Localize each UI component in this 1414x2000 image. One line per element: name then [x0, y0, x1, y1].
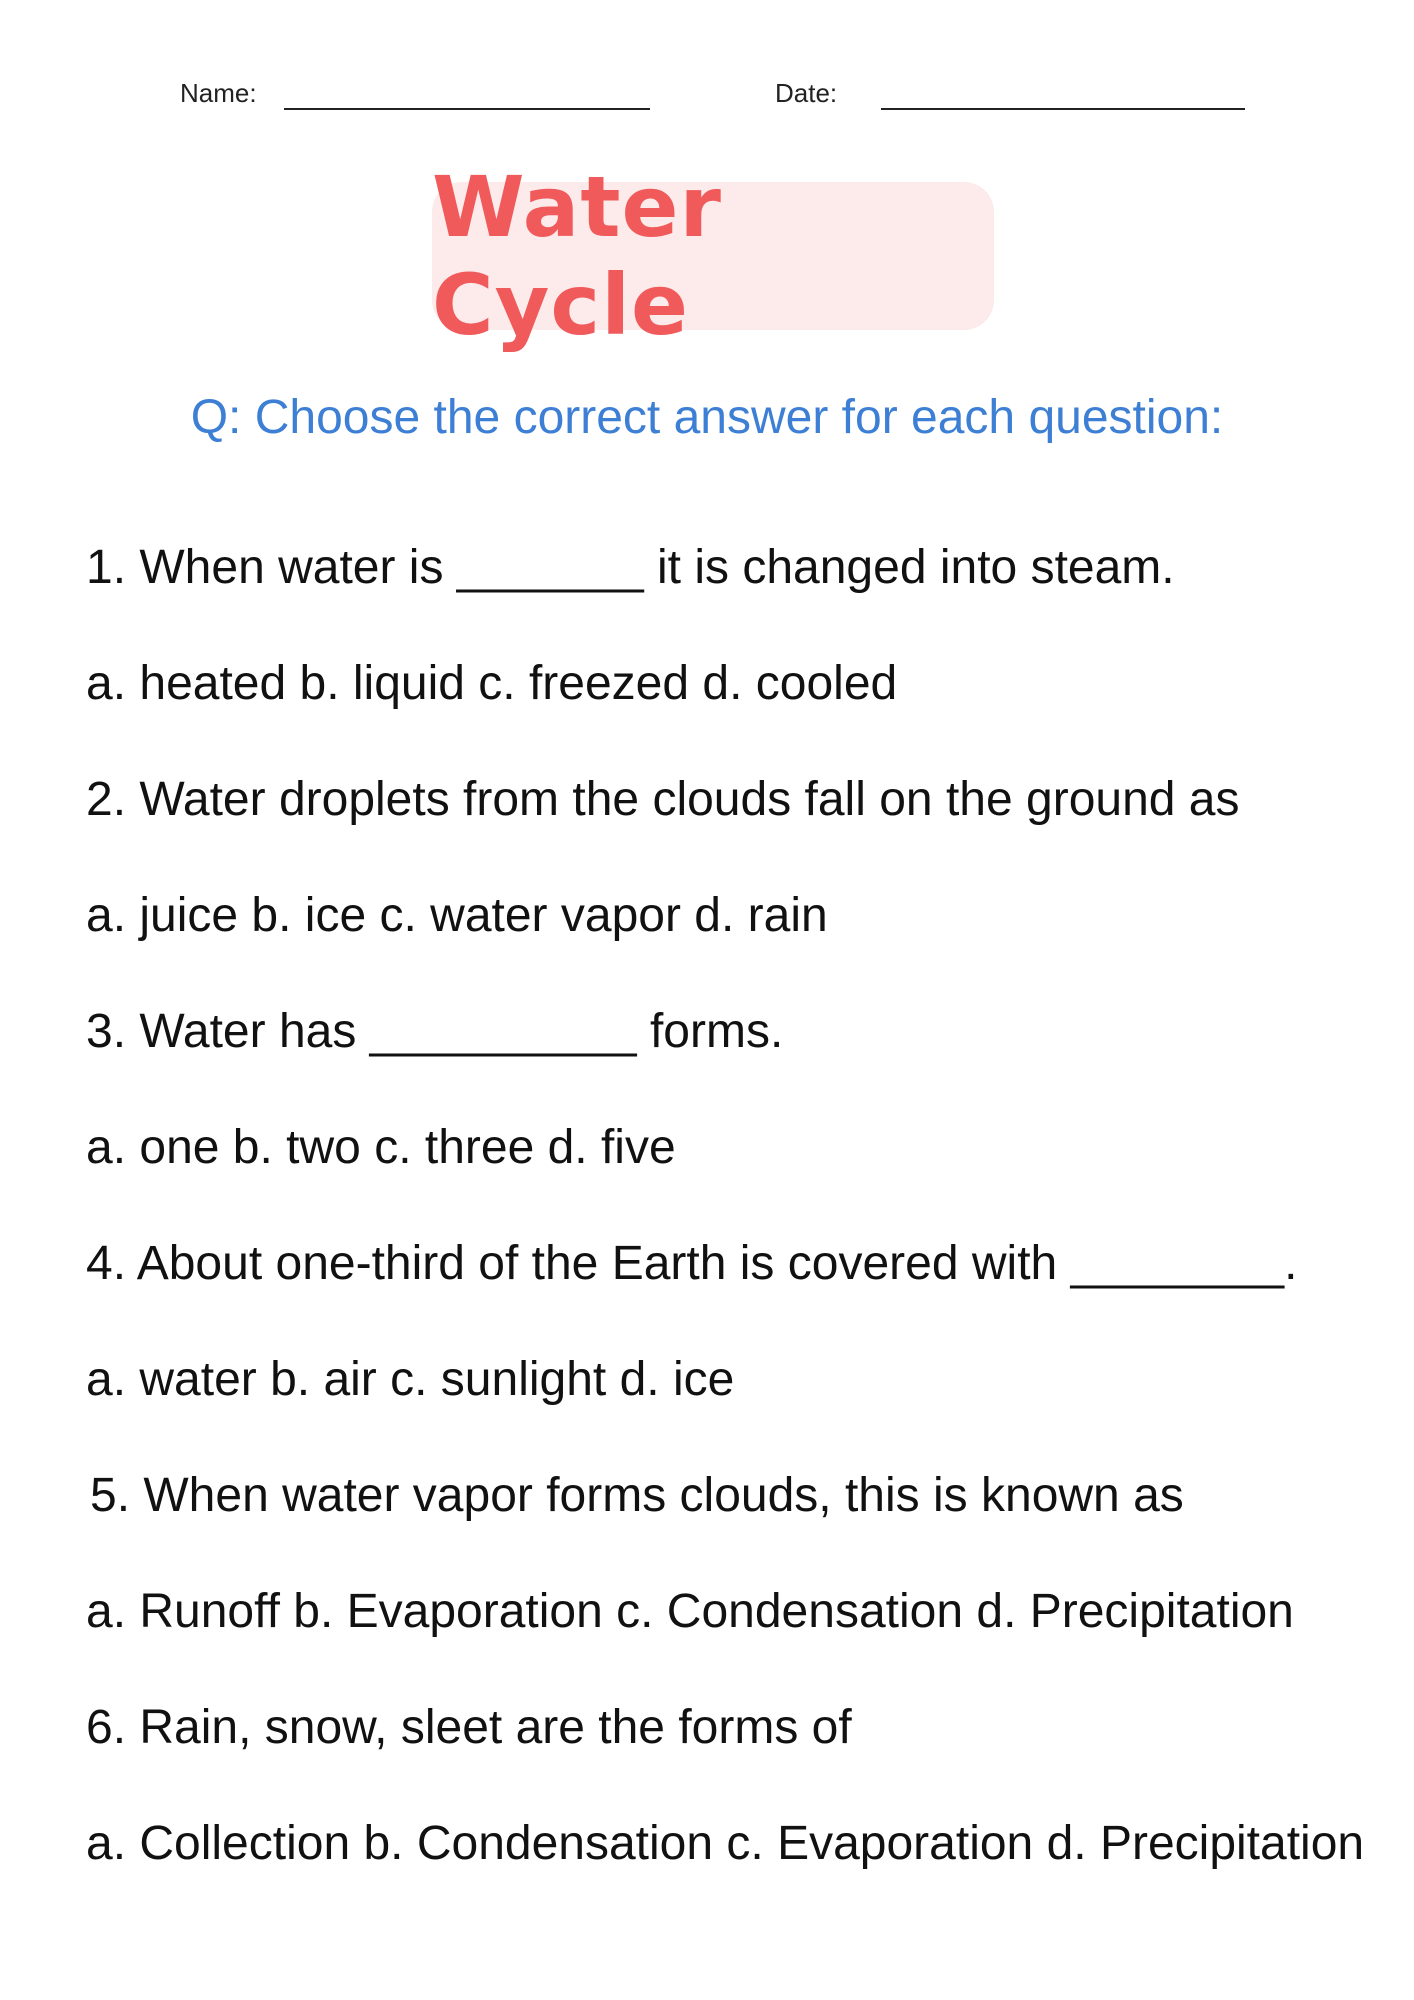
question-1: 1. When water is _______ it is changed into steam.: [86, 541, 1175, 594]
question-4: 4. About one-third of the Earth is covered with ________.: [86, 1237, 1298, 1290]
date-label: Date:: [775, 78, 838, 108]
instruction-text: Q: Choose the correct answer for each question:: [190, 391, 1224, 444]
options-5: a. Runoff b. Evaporation c. Condensation d. Precipitation: [86, 1585, 1294, 1638]
date-field[interactable]: [775, 78, 1245, 118]
name-label: Name:: [180, 78, 257, 108]
options-4: a. water b. air c. sunlight d. ice: [86, 1353, 735, 1406]
question-3: 3. Water has __________ forms.: [86, 1005, 784, 1058]
options-2: a. juice b. ice c. water vapor d. rain: [86, 889, 828, 942]
name-field[interactable]: [180, 78, 650, 118]
question-5: 5. When water vapor forms clouds, this is known as: [90, 1469, 1184, 1522]
date-blank-line[interactable]: [881, 108, 1245, 110]
title-banner: [432, 158, 994, 354]
options-3: a. one b. two c. three d. five: [86, 1121, 676, 1174]
name-blank-line[interactable]: [284, 108, 650, 110]
options-6: a. Collection b. Condensation c. Evaporation d. Precipitation: [86, 1817, 1365, 1870]
question-6: 6. Rain, snow, sleet are the forms of: [86, 1701, 852, 1754]
page-title: Water Cycle: [432, 158, 722, 354]
options-1: a. heated b. liquid c. freezed d. cooled: [86, 657, 898, 710]
question-2: 2. Water droplets from the clouds fall on the ground as: [86, 773, 1240, 826]
